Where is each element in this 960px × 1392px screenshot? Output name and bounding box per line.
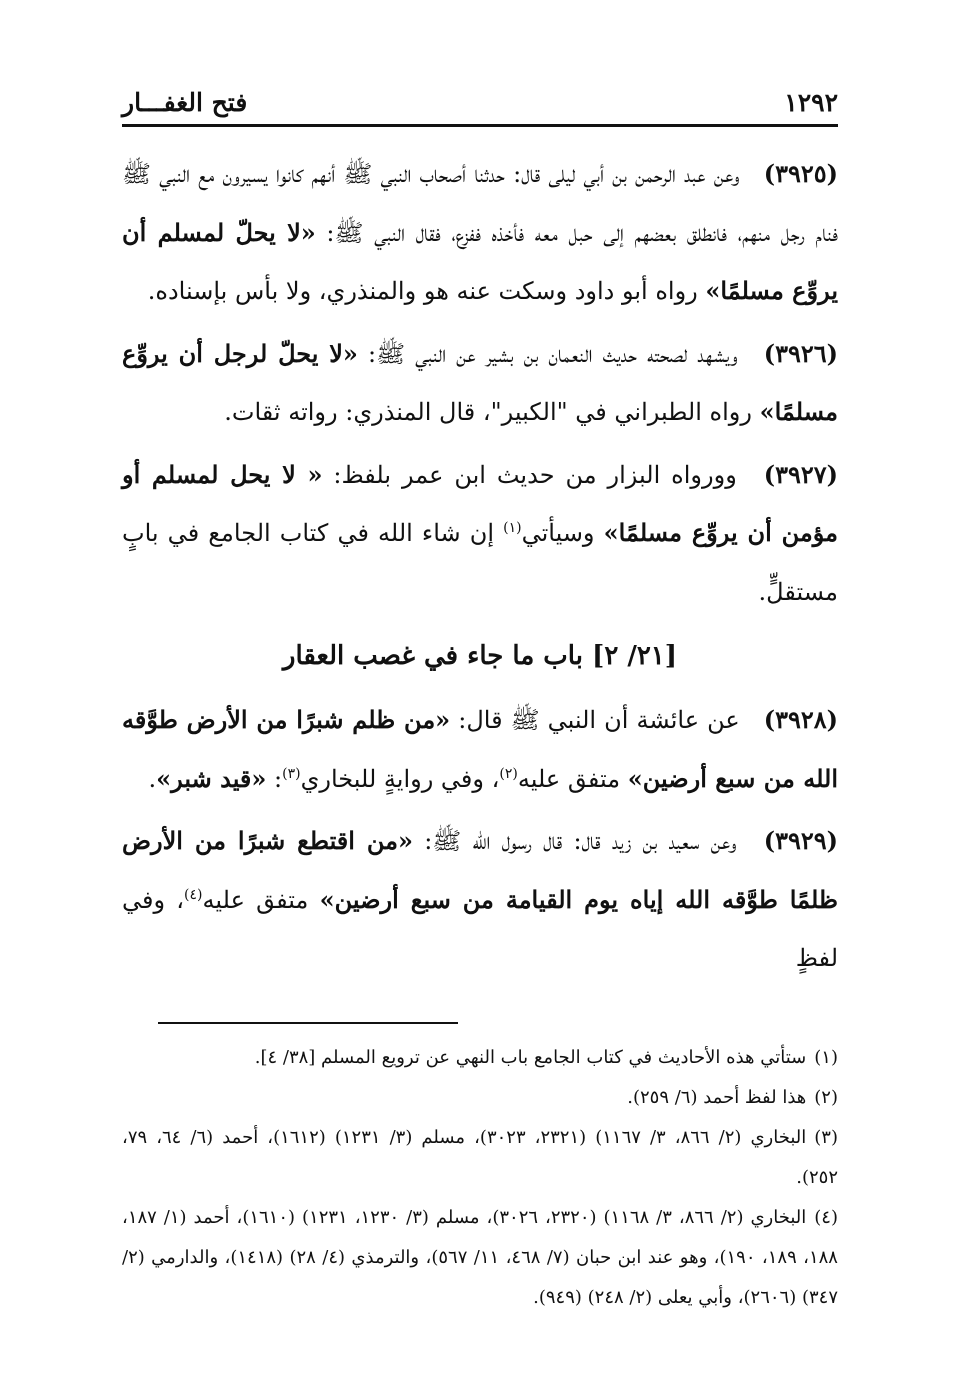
hadith-quote: « لا يحل لمسلم أو مؤمن أن يروِّع مسلمًا» [122,459,838,547]
footnote-text: البخاري (٢/ ٨٦٦، ٣/ ١١٦٨) (٢٣٢٠، ٣٠٢٦)، مسلم (٣/ ١٢٣٠، ١٢٣١) (١٦١٠)، أحمد (١/ ١٨٧، ١٨٨، ١٨٩، ١٩٠)، وهو عند ابن حبان (٧/ ٤٦٨، ١١/ ٥٦٧)، والترمذي (٤/ ٢٨) (١٤١٨)، والدارمي (٢/ ٣٤٧) (٢٦٠٦)، وأبي يعلى (٢/ ٢٤٨) (٩٤٩). [122,1206,838,1308]
hadith-text: وعن سعيد بن زيد قال: قال رسول الله ﷺ: [413,827,737,855]
hadith-text-tail: متفق عليه [517,764,628,793]
hadith-number: (٣٩٢٥) [763,159,838,188]
hadith-3929 [122,812,838,988]
hadith-text-end: . [148,764,157,793]
footnote-text: البخاري (٢/ ٨٦٦، ٣/ ١١٦٧) (٢٣٢١، ٣٠٢٣)، مسلم (٣/ ١٢٣١) (١٦١٢)، أحمد (٦/ ٦٤، ٧٩، ٢٥٢). [122,1126,838,1188]
footnotes [122,1038,838,1318]
book-title: فتح الغفـــار [122,88,248,117]
footnote-ref[interactable]: (٤) [184,886,203,903]
footnote [122,1038,838,1078]
footnote-number: (١) [814,1046,838,1068]
hadith-quote: «من اقتطع شبرًا من الأرض ظلمًا طوَّقه الله إياه يوم القيامة من سبع أرضين» [122,826,839,914]
hadith-quote: «من ظلم شبرًا من الأرض طوَّقه الله من سبع أرضين» [122,705,838,793]
hadith-text-mid: ، وفي روايةٍ للبخاري [300,764,500,793]
footnote-ref[interactable]: (٢) [499,765,518,782]
hadith-3926 [122,325,838,442]
footnote [122,1198,838,1318]
footnote-ref[interactable]: (١) [503,520,522,536]
hadith-text-tail: رواه أبو داود وسكت عنه هو والمنذري، ولا بأس بإسناده. [147,277,706,305]
hadith-text-tail: متفق عليه [202,885,320,914]
hadith-quote-2: «قيد شبر» [156,763,267,793]
hadith-text-tail: رواه الطبراني في "الكبير"، قال المنذري: رواته ثقات. [224,398,760,426]
hadith-text: عن عائشة أن النبي ﷺ قال: [450,706,740,734]
hadith-3928 [122,691,838,808]
main-text [122,145,838,988]
page-number: ١٢٩٢ [784,88,838,117]
hadith-text-end: ، وفي لفظٍ [122,885,838,972]
hadith-3927 [122,446,838,622]
footnote-number: (٣) [814,1126,838,1148]
hadith-number: (٣٩٢٩) [763,826,838,855]
footnote-number: (٤) [814,1206,838,1228]
hadith-text-colon: : [266,764,283,793]
hadith-number: (٣٩٢٦) [763,338,839,368]
hadith-number: (٣٩٢٨) [763,705,839,734]
running-header [122,86,838,120]
footnote-separator [158,1022,458,1024]
footnote-text: هذا لفظ أحمد (٦/ ٢٥٩). [627,1086,807,1108]
hadith-quote: «لا يحلّ لرجل أن يروِّع مسلمًا» [122,338,838,426]
book-page [122,86,838,1318]
chapter-heading: [٢١/ ٢] باب ما جاء في غصب العقار [282,641,678,671]
footnote [122,1118,838,1198]
footnote-ref[interactable]: (٣) [282,765,301,782]
footnote-text: ستأتي هذه الأحاديث في كتاب الجامع باب النهي عن ترويع المسلم [٣٨/ ٤]. [254,1046,807,1068]
hadith-text-tail: وسيأتي [521,519,604,547]
footnote-number: (٢) [814,1086,838,1108]
hadith-text: وعن عبد الرحمن بن أبي ليلى قال: حدثنا أصحاب النبي ﷺ أنهم كانوا يسيرون مع النبي ﷺ فنام رجل منهم، فانطلق بعضهم إلى حبل معه فأخذه ففزع، فقال النبي ﷺ: [122,160,838,247]
hadith-text-end: إن شاء الله في كتاب الجامع في بابٍ مستقلٍّ. [122,519,838,606]
hadith-text: ويشهد لصحته حديث النعمان بن بشير عن النبي ﷺ: [357,339,738,368]
hadith-3925 [122,145,838,321]
hadith-quote: «لا يحلّ لمسلم أن يروِّع مسلمًا» [122,217,838,305]
header-rule [122,124,838,127]
hadith-number: (٣٩٢٧) [763,459,839,489]
footnote [122,1078,838,1118]
hadith-text: وورواه البزار من حديث ابن عمر بلفظ: [322,460,737,489]
